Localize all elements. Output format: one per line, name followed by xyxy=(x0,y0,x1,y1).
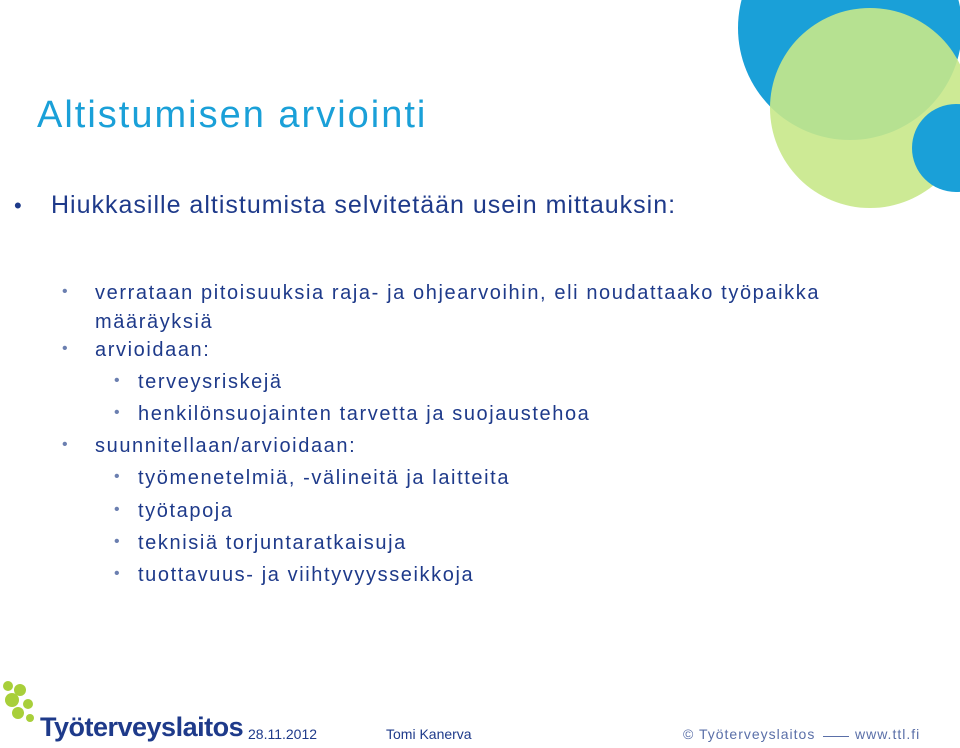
bullet-dot: • xyxy=(62,340,70,357)
bullet-dot: • xyxy=(114,533,122,550)
bullet-dot: • xyxy=(114,468,122,485)
footer-url: www.ttl.fi xyxy=(855,726,921,742)
list-item-text: terveysriskejä xyxy=(138,371,283,393)
list-item-text: arvioidaan: xyxy=(95,339,211,361)
logo-mark-icon xyxy=(0,0,60,748)
bullet-dot: • xyxy=(14,193,23,218)
bullet-dot: • xyxy=(114,404,122,421)
slide-title: Altistumisen arviointi xyxy=(37,94,428,136)
bullet-dot: • xyxy=(114,372,122,389)
bullet-dot: • xyxy=(114,501,122,518)
bullet-dot: • xyxy=(114,565,122,582)
footer-author: Tomi Kanerva xyxy=(386,726,472,742)
list-item-text: tuottavuus- ja viihtyvyysseikkoja xyxy=(138,564,475,586)
list-item-text: työmenetelmiä, -välineitä ja laitteita xyxy=(138,467,511,489)
list-item-text: verrataan pitoisuuksia raja- ja ohjearvoihin, eli noudattaako työpaikka määräyksiä xyxy=(95,282,821,333)
list-item-text: työtapoja xyxy=(138,500,234,522)
footer-copyright: © Työterveyslaitos xyxy=(683,726,816,742)
list-item-text: teknisiä torjuntaratkaisuja xyxy=(138,532,407,554)
bullet-dot: • xyxy=(62,436,70,453)
bullet-dot: • xyxy=(62,283,70,300)
footer-divider xyxy=(823,736,849,737)
footer-date: 28.11.2012 xyxy=(248,726,318,742)
list-item-text: henkilönsuojainten tarvetta ja suojaustehoa xyxy=(138,403,591,425)
main-bullet-text: Hiukkasille altistumista selvitetään usein mittauksin: xyxy=(51,191,677,219)
list-item-text: suunnitellaan/arvioidaan: xyxy=(95,435,357,457)
logo-text: Työterveyslaitos xyxy=(40,712,244,742)
